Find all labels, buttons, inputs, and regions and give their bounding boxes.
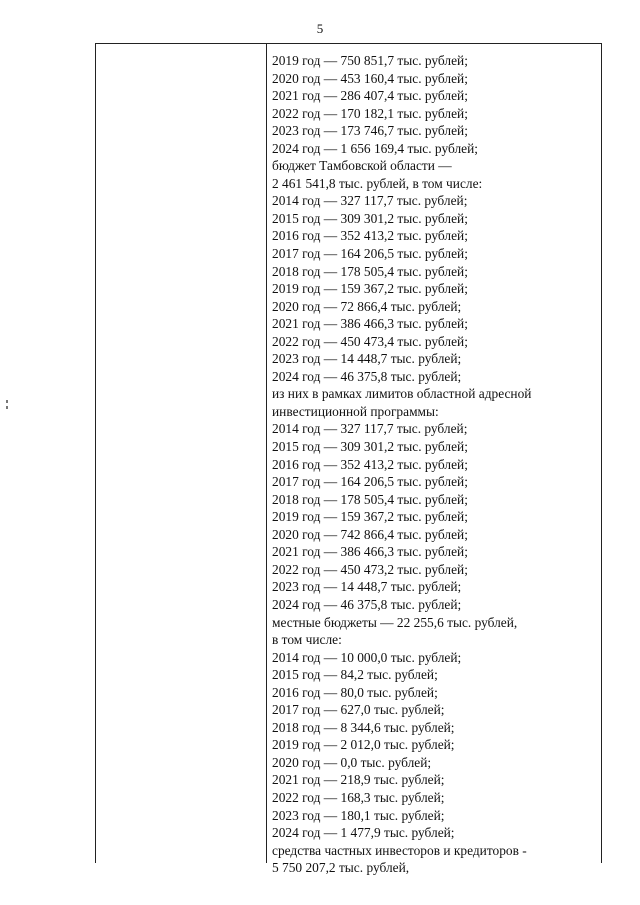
- text-line: 2022 год — 170 182,1 тыс. рублей;: [272, 105, 468, 121]
- text-line: 2024 год — 46 375,8 тыс. рублей;: [272, 368, 462, 384]
- text-line: бюджет Тамбовской области —: [272, 158, 452, 174]
- text-line: 2014 год — 10 000,0 тыс. рублей;: [272, 649, 462, 665]
- text-line: 2016 год — 352 413,2 тыс. рублей;: [272, 228, 468, 244]
- text-line: 2019 год — 750 851,7 тыс. рублей;: [272, 53, 468, 68]
- table-right-column: [272, 52, 597, 877]
- text-line: 2023 год — 14 448,7 тыс. рублей;: [272, 351, 462, 367]
- text-line: местные бюджеты — 22 255,6 тыс. рублей,: [272, 614, 518, 630]
- table-left-column: [96, 44, 267, 863]
- text-line: 2021 год — 386 466,3 тыс. рублей;: [272, 544, 468, 560]
- text-line: 2023 год — 180,1 тыс. рублей;: [272, 807, 445, 823]
- text-line: 2019 год — 159 367,2 тыс. рублей;: [272, 509, 468, 525]
- text-line: 2024 год — 46 375,8 тыс. рублей;: [272, 596, 462, 612]
- text-line: 2018 год — 178 505,4 тыс. рублей;: [272, 491, 468, 507]
- text-line: 2022 год — 168,3 тыс. рублей;: [272, 789, 445, 805]
- text-line: 2018 год — 8 344,6 тыс. рублей;: [272, 719, 455, 735]
- text-line: 2017 год — 164 206,5 тыс. рублей;: [272, 246, 468, 262]
- text-line: 2024 год — 1 656 169,4 тыс. рублей;: [272, 140, 478, 156]
- text-line: инвестиционной программы:: [272, 403, 439, 419]
- text-line: 2017 год — 627,0 тыс. рублей;: [272, 702, 445, 718]
- text-line: 2020 год — 0,0 тыс. рублей;: [272, 754, 432, 770]
- text-line: 2015 год — 309 301,2 тыс. рублей;: [272, 210, 468, 226]
- text-line: 2020 год — 742 866,4 тыс. рублей;: [272, 526, 468, 542]
- text-line: 2017 год — 164 206,5 тыс. рублей;: [272, 474, 468, 490]
- text-line: 2023 год — 14 448,7 тыс. рублей;: [272, 579, 462, 595]
- text-line: 2022 год — 450 473,2 тыс. рублей;: [272, 561, 468, 577]
- text-line: 2014 год — 327 117,7 тыс. рублей;: [272, 193, 468, 209]
- text-line: 2015 год — 309 301,2 тыс. рублей;: [272, 439, 468, 455]
- text-line: 2021 год — 218,9 тыс. рублей;: [272, 772, 445, 788]
- text-line: 2018 год — 178 505,4 тыс. рублей;: [272, 263, 468, 279]
- text-line: 2020 год — 453 160,4 тыс. рублей;: [272, 70, 468, 86]
- text-line: 2015 год — 84,2 тыс. рублей;: [272, 667, 438, 683]
- text-line: 2019 год — 2 012,0 тыс. рублей;: [272, 737, 455, 753]
- text-line: средства частных инвесторов и кредиторов -: [272, 842, 527, 858]
- text-line: 2021 год — 386 466,3 тыс. рублей;: [272, 316, 468, 332]
- page-number: 5: [316, 21, 324, 36]
- text-line: 2 461 541,8 тыс. рублей, в том числе:: [272, 175, 483, 191]
- text-line: 2020 год — 72 866,4 тыс. рублей;: [272, 298, 462, 314]
- scan-artifact: [6, 406, 8, 409]
- text-line: 2024 год — 1 477,9 тыс. рублей;: [272, 825, 455, 841]
- financing-table: [95, 43, 602, 876]
- scan-artifact: [6, 400, 8, 403]
- text-line: 5 750 207,2 тыс. рублей,: [272, 860, 410, 876]
- text-line: 2014 год — 327 117,7 тыс. рублей;: [272, 421, 468, 437]
- text-line: 2023 год — 173 746,7 тыс. рублей;: [272, 123, 468, 139]
- text-line: 2021 год — 286 407,4 тыс. рублей;: [272, 88, 468, 104]
- text-line: из них в рамках лимитов областной адресной: [272, 386, 532, 402]
- text-line: 2016 год — 80,0 тыс. рублей;: [272, 684, 438, 700]
- text-line: 2019 год — 159 367,2 тыс. рублей;: [272, 281, 468, 297]
- text-line: в том числе:: [272, 632, 342, 648]
- text-line: 2022 год — 450 473,4 тыс. рублей;: [272, 333, 468, 349]
- text-line: 2016 год — 352 413,2 тыс. рублей;: [272, 456, 468, 472]
